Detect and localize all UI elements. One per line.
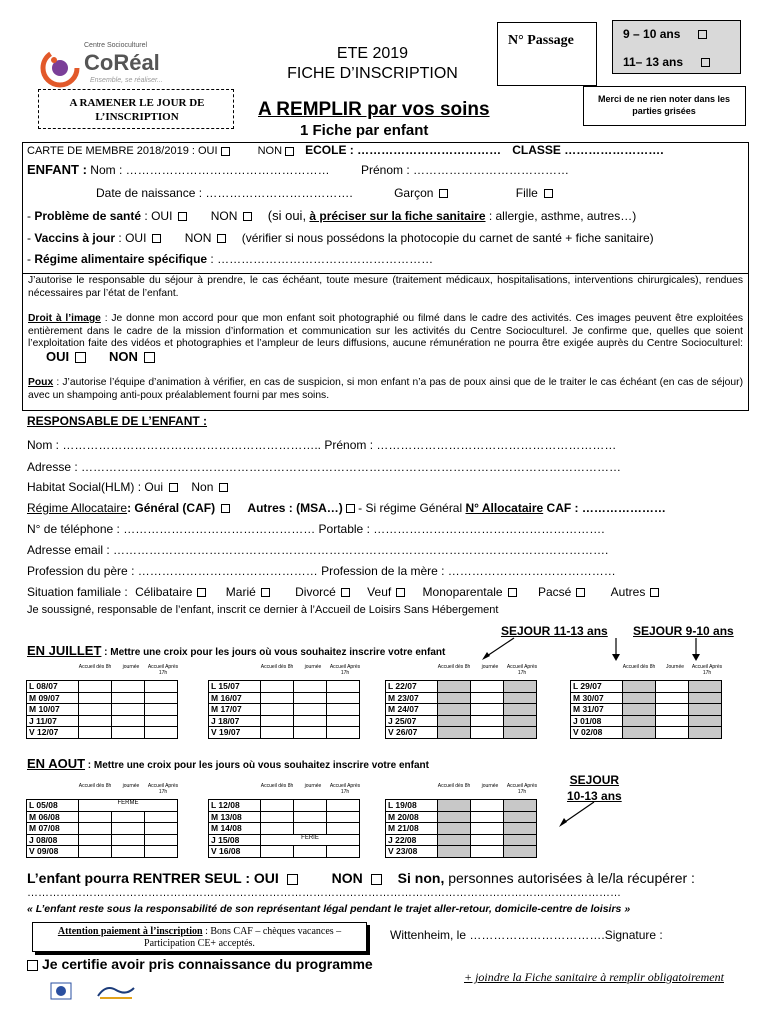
day-slot-cell[interactable] [623,692,656,704]
calendar-block [208,799,360,858]
table-header: Accueil dès 8h [437,783,471,789]
day-slot-cell[interactable] [471,846,504,858]
day-slot-cell[interactable] [294,823,327,835]
day-slot-cell[interactable] [112,834,145,846]
table-row [209,800,360,812]
table-header: Accueil Après 17h [691,664,723,676]
logo-name: CoRéal [84,50,160,75]
authorization-section [22,273,749,411]
closed-cell: FERIE [261,834,360,846]
pacse-checkbox[interactable] [576,588,585,597]
day-slot-cell[interactable] [504,846,537,858]
day-slot-cell[interactable] [112,715,145,727]
table-row [209,704,360,716]
joindre-text: + joindre la Fiche sanitaire à remplir obligatoirement [464,970,724,984]
juillet-title: EN JUILLET : Mettre une croix pour les jours où vous souhaitez inscrire votre enfant [27,643,446,658]
soussigne-row: Je soussigné, responsable de l’enfant, inscrit ce dernier à l’Accueil de Loisirs Sans Hébergement [27,604,499,616]
day-label: J 25/07 [386,715,438,727]
day-slot-cell[interactable] [294,811,327,823]
table-row [209,811,360,823]
table-row [209,681,360,693]
day-slot-cell[interactable] [112,727,145,739]
day-slot-cell[interactable] [327,846,360,858]
table-row [209,692,360,704]
table-row [27,681,178,693]
day-slot-cell[interactable] [112,704,145,716]
day-slot-cell[interactable] [294,846,327,858]
day-slot-cell[interactable] [438,834,471,846]
day-slot-cell[interactable] [261,823,294,835]
sante-non-checkbox[interactable] [243,212,252,221]
day-slot-cell[interactable] [504,715,537,727]
calendar-block [208,680,360,739]
day-slot-cell[interactable] [294,704,327,716]
regime-allocataire-row: Régime Allocataire: Général (CAF) Autres : (MSA…) - Si régime Général N° Allocataire CAF : ………………… [27,501,666,515]
day-slot-cell[interactable] [656,727,689,739]
day-label: J 22/08 [386,834,438,846]
day-slot-cell[interactable] [438,846,471,858]
day-slot-cell[interactable] [471,834,504,846]
day-slot-cell[interactable] [504,681,537,693]
day-slot-cell[interactable] [294,727,327,739]
day-slot-cell[interactable] [689,681,722,693]
day-slot-cell[interactable] [471,681,504,693]
day-slot-cell[interactable] [438,727,471,739]
day-slot-cell[interactable] [112,823,145,835]
day-slot-cell[interactable] [438,715,471,727]
day-label: M 13/08 [209,811,261,823]
day-slot-cell[interactable] [79,834,112,846]
day-label: J 01/08 [571,715,623,727]
day-slot-cell[interactable] [145,692,178,704]
table-header: Accueil Après 17h [329,783,361,795]
passage-label: N° Passage [508,33,574,48]
habitat-row: Habitat Social(HLM) : Oui Non [27,480,228,494]
age-box [612,20,741,74]
table-row [209,715,360,727]
table-row [386,715,537,727]
responsable-title: RESPONSABLE DE L’ENFANT : [27,414,208,428]
resp-nom-row: Nom : ……………………………………………………….. Prénom : …………………………………………………… [27,438,617,452]
table-header: Accueil Après 17h [147,783,179,795]
marie-checkbox[interactable] [261,588,270,597]
table-row [571,715,722,727]
table-row [386,727,537,739]
day-label: V 26/07 [386,727,438,739]
table-header: Accueil Après 17h [329,664,361,676]
vaccins-non-checkbox[interactable] [217,234,226,243]
day-slot-cell[interactable] [79,704,112,716]
day-label: M 07/08 [27,823,79,835]
calendar-block [570,680,722,739]
day-slot-cell[interactable] [504,692,537,704]
day-label: L 22/07 [386,681,438,693]
table-header: journée [481,783,499,789]
day-slot-cell[interactable] [471,823,504,835]
table-row [386,704,537,716]
day-slot-cell[interactable] [79,715,112,727]
day-slot-cell[interactable] [79,846,112,858]
logo [40,42,180,92]
merci-text: Merci de ne rien noter dans les parties grisées [597,94,731,116]
regime-row: - Régime alimentaire spécifique : ……………………………………………… [27,252,434,266]
table-row [27,692,178,704]
day-slot-cell[interactable] [656,715,689,727]
table-row [27,846,178,858]
day-slot-cell[interactable] [294,800,327,812]
day-label: J 11/07 [27,715,79,727]
autorises-dots: ……………………………………………………………………………………………………………………………………………… [27,887,621,899]
resp-adresse-row: Adresse : ……………………………………………………………………………………………………………………… [27,460,622,474]
table-row [386,846,537,858]
table-header: Accueil dès 8h [622,664,656,670]
day-slot-cell[interactable] [504,823,537,835]
monoparentale-checkbox[interactable] [508,588,517,597]
day-slot-cell[interactable] [438,800,471,812]
age-9-10: 9 – 10 ans [623,27,707,41]
poux-text: Poux : J’autorise l’équipe d’animation à vérifier, en cas de suspicion, si mon enfant n’a pas de poux ainsi que de le traiter le cas échéant (en cas de séjour) avec un shampoing anti-poux préalablement fourni par mes soins. [28,377,743,401]
responsabilite-text: « L’enfant reste sous la responsabilité de son représentant légal pendant le trajet aller-retour, domicile-centre de loisirs » [27,903,631,915]
day-label: M 23/07 [386,692,438,704]
table-row [209,823,360,835]
day-slot-cell[interactable] [327,727,360,739]
day-slot-cell[interactable] [261,811,294,823]
table-header: Accueil Après 17h [506,783,538,795]
day-label: M 09/07 [27,692,79,704]
table-header: journée [481,664,499,670]
day-slot-cell[interactable] [294,715,327,727]
regime-autres-checkbox[interactable] [346,504,355,513]
enfant-row: ENFANT : Nom : …………………………………………… Prénom : ………………………………… [27,162,569,177]
day-label: M 24/07 [386,704,438,716]
carte-row: CARTE DE MEMBRE 2018/2019 : OUI NON ECOLE : ……………………………… CLASSE ……………………. [27,143,664,157]
day-slot-cell[interactable] [656,681,689,693]
day-label: V 02/08 [571,727,623,739]
habitat-non-checkbox[interactable] [219,483,228,492]
ramener-text: A RAMENER LE JOUR DE L’INSCRIPTION [69,97,205,123]
day-slot-cell[interactable] [261,681,294,693]
table-row [27,823,178,835]
day-slot-cell[interactable] [623,681,656,693]
calendar-block [385,799,537,858]
day-slot-cell[interactable] [504,811,537,823]
table-header: Accueil dès 8h [437,664,471,670]
table-row [27,715,178,727]
table-row [571,704,722,716]
situation-row: Situation familiale : Célibataire Marié Divorcé Veuf Monoparentale Pacsé Autres [27,585,659,599]
day-slot-cell[interactable] [112,681,145,693]
day-label: L 15/07 [209,681,261,693]
email-row: Adresse email : ……………………………………………………………………………………………………………. [27,543,609,557]
table-row [571,692,722,704]
image-non-checkbox[interactable] [144,352,155,363]
day-slot-cell[interactable] [623,715,656,727]
day-label: V 23/08 [386,846,438,858]
day-slot-cell[interactable] [145,811,178,823]
day-slot-cell[interactable] [623,727,656,739]
signature-line: Wittenheim, le …………………………….Signature : [390,928,663,942]
garcon-checkbox[interactable] [439,189,448,198]
table-header: Accueil dès 8h [78,783,112,789]
arrow-icon [608,636,628,662]
day-label: M 20/08 [386,811,438,823]
day-label: M 21/08 [386,823,438,835]
day-slot-cell[interactable] [327,681,360,693]
day-slot-cell[interactable] [145,834,178,846]
day-label: M 10/07 [27,704,79,716]
closed-cell: FERME [79,800,178,812]
age-11-13-checkbox[interactable] [701,58,710,67]
day-slot-cell[interactable] [327,692,360,704]
naissance-row: Date de naissance : ………………………………. Garçon Fille [96,186,553,200]
image-oui-checkbox[interactable] [75,352,86,363]
age-9-10-checkbox[interactable] [698,30,707,39]
veuf-checkbox[interactable] [396,588,405,597]
table-row [386,811,537,823]
day-slot-cell[interactable] [145,846,178,858]
passage-box [497,22,597,86]
table-row [209,846,360,858]
table-row [27,800,178,812]
day-label: M 30/07 [571,692,623,704]
table-row [386,681,537,693]
table-row [27,727,178,739]
day-slot-cell[interactable] [327,715,360,727]
table-header: Accueil dès 8h [260,664,294,670]
day-slot-cell[interactable] [471,800,504,812]
sante-row: - Problème de santé : OUI NON (si oui, à préciser sur la fiche sanitaire : allergie, asthme, autres…) [27,208,637,223]
partner-logo-icon [96,982,136,1000]
day-slot-cell[interactable] [689,727,722,739]
calendar-block [26,680,178,739]
day-slot-cell[interactable] [261,704,294,716]
day-slot-cell[interactable] [79,692,112,704]
day-slot-cell[interactable] [504,727,537,739]
table-row [27,704,178,716]
day-label: L 12/08 [209,800,261,812]
table-header: Journée [665,664,685,670]
day-slot-cell[interactable] [656,692,689,704]
table-header: Accueil dès 8h [78,664,112,670]
autorise-text: J’autorise le responsable du séjour à prendre, le cas échéant, toute mesure (traitement médicaux, hospitalisations, interventions chirurgicales), rendues nécessaires par l’état de l’enfant. [28,275,743,299]
day-slot-cell[interactable] [79,681,112,693]
caf-logo-icon [50,982,72,1000]
habitat-oui-checkbox[interactable] [169,483,178,492]
day-label: M 14/08 [209,823,261,835]
day-slot-cell[interactable] [438,692,471,704]
day-slot-cell[interactable] [261,727,294,739]
table-row [386,800,537,812]
table-header: Accueil Après 17h [506,664,538,676]
day-slot-cell[interactable] [327,823,360,835]
carte-non-checkbox[interactable] [285,147,294,156]
day-slot-cell[interactable] [438,681,471,693]
certifie-checkbox[interactable] [27,960,38,971]
table-header: journée [304,783,322,789]
day-label: L 05/08 [27,800,79,812]
table-row [209,834,360,846]
day-slot-cell[interactable] [261,800,294,812]
vaccins-row: - Vaccins à jour : OUI NON (vérifier si nous possédons la photocopie du carnet de santé + fiche sanitaire) [27,231,654,245]
day-label: J 15/08 [209,834,261,846]
day-slot-cell[interactable] [471,704,504,716]
sejour-10-13: SEJOUR 10-13 ans [567,773,622,803]
logo-tagline: Ensemble, se réaliser... [90,77,163,84]
profession-row: Profession du père : ……………………………………… Profession de la mère : …………………………………… [27,564,616,578]
droit-image-text: Droit à l’image : Je donne mon accord pour que mon enfant soit photographié ou filmé dans le cadre des activités. Ces images peuvent être exploitées entièrement dans le cadre de la mission d’information et communication sur les activités du Centre Socioculturel. Je confirme que, quelles que soient l’exploitation faite des vidéos et photographies et l’ampleur de leurs diffusions, aucune rémunération ne pourra être exigée auprès du Centre Socioculturel: OUI NON [28,313,743,364]
calendar-block [385,680,537,739]
day-label: J 18/07 [209,715,261,727]
day-label: M 17/07 [209,704,261,716]
table-row [386,834,537,846]
day-slot-cell[interactable] [112,846,145,858]
table-header: journée [122,783,140,789]
day-slot-cell[interactable] [623,704,656,716]
table-header: Accueil Après 17h [147,664,179,676]
day-slot-cell[interactable] [327,800,360,812]
carte-oui-checkbox[interactable] [221,147,230,156]
table-row [571,727,722,739]
day-label: V 12/07 [27,727,79,739]
day-slot-cell[interactable] [504,800,537,812]
day-slot-cell[interactable] [79,727,112,739]
rentrer-non-checkbox[interactable] [371,874,382,885]
day-slot-cell[interactable] [112,811,145,823]
day-slot-cell[interactable] [145,727,178,739]
vaccins-oui-checkbox[interactable] [152,234,161,243]
table-row [27,811,178,823]
day-label: V 09/08 [27,846,79,858]
day-label: J 08/08 [27,834,79,846]
arrow-icon [556,800,600,830]
day-slot-cell[interactable] [438,811,471,823]
day-slot-cell[interactable] [504,834,537,846]
divorce-checkbox[interactable] [341,588,350,597]
fiche-enfant: 1 Fiche par enfant [300,122,429,139]
day-slot-cell[interactable] [504,704,537,716]
telephone-row: N° de téléphone : ………………………………………… Portable : …………………………………………………. [27,522,605,536]
table-row [27,834,178,846]
day-label: V 16/08 [209,846,261,858]
day-slot-cell[interactable] [145,681,178,693]
celibataire-checkbox[interactable] [197,588,206,597]
day-slot-cell[interactable] [145,715,178,727]
ramener-box [38,89,234,129]
day-slot-cell[interactable] [294,681,327,693]
title-fiche: FICHE D’INSCRIPTION [287,65,458,82]
day-slot-cell[interactable] [261,846,294,858]
day-label: M 16/07 [209,692,261,704]
merci-box [583,86,746,126]
certifie-row: Je certifie avoir pris connaissance du programme [27,956,373,972]
day-slot-cell[interactable] [261,692,294,704]
day-slot-cell[interactable] [327,811,360,823]
day-slot-cell[interactable] [79,811,112,823]
day-label: L 08/07 [27,681,79,693]
table-header: journée [122,664,140,670]
sejour-9-10: SEJOUR 9-10 ans [633,624,734,638]
day-slot-cell[interactable] [656,704,689,716]
coreal-logo-icon [40,48,80,88]
day-label: V 19/07 [209,727,261,739]
day-slot-cell[interactable] [327,704,360,716]
table-header: journée [304,664,322,670]
day-slot-cell[interactable] [261,715,294,727]
day-slot-cell[interactable] [471,727,504,739]
age-11-13: 11– 13 ans [623,55,710,69]
day-slot-cell[interactable] [471,715,504,727]
calendar-block [26,799,178,858]
sante-oui-checkbox[interactable] [178,212,187,221]
day-slot-cell[interactable] [471,811,504,823]
day-slot-cell[interactable] [294,692,327,704]
remplir-title: A REMPLIR par vos soins [258,99,490,120]
title-ete: ETE 2019 [336,45,409,62]
day-slot-cell[interactable] [438,823,471,835]
rentrer-row: L’enfant pourra RENTRER SEUL : OUI NON Si non, personnes autorisées à le/la récupérer : [27,870,695,886]
logo-centre: Centre Socioculturel [84,42,148,49]
rentrer-oui-checkbox[interactable] [287,874,298,885]
day-slot-cell[interactable] [689,692,722,704]
aout-title: EN AOUT : Mettre une croix pour les jours où vous souhaitez inscrire votre enfant [27,756,429,771]
autres-checkbox[interactable] [650,588,659,597]
day-slot-cell[interactable] [112,692,145,704]
day-label: L 29/07 [571,681,623,693]
day-label: L 19/08 [386,800,438,812]
table-row [571,681,722,693]
sejour-11-13: SEJOUR 11-13 ans [501,624,608,638]
day-slot-cell[interactable] [438,704,471,716]
arrow-icon [688,636,708,662]
table-header: Accueil dès 8h [260,783,294,789]
table-row [386,823,537,835]
attention-box: Attention paiement à l’inscription : Bons CAF – chèques vacances – Participation CE+ acceptés. [32,922,367,952]
day-slot-cell[interactable] [689,704,722,716]
table-row [386,692,537,704]
day-label: M 06/08 [27,811,79,823]
table-row [209,727,360,739]
arrow-icon [480,636,520,662]
regime-general-checkbox[interactable] [221,504,230,513]
day-slot-cell[interactable] [79,823,112,835]
day-slot-cell[interactable] [471,692,504,704]
day-slot-cell[interactable] [145,823,178,835]
day-slot-cell[interactable] [145,704,178,716]
day-slot-cell[interactable] [689,715,722,727]
day-label: M 31/07 [571,704,623,716]
fille-checkbox[interactable] [544,189,553,198]
